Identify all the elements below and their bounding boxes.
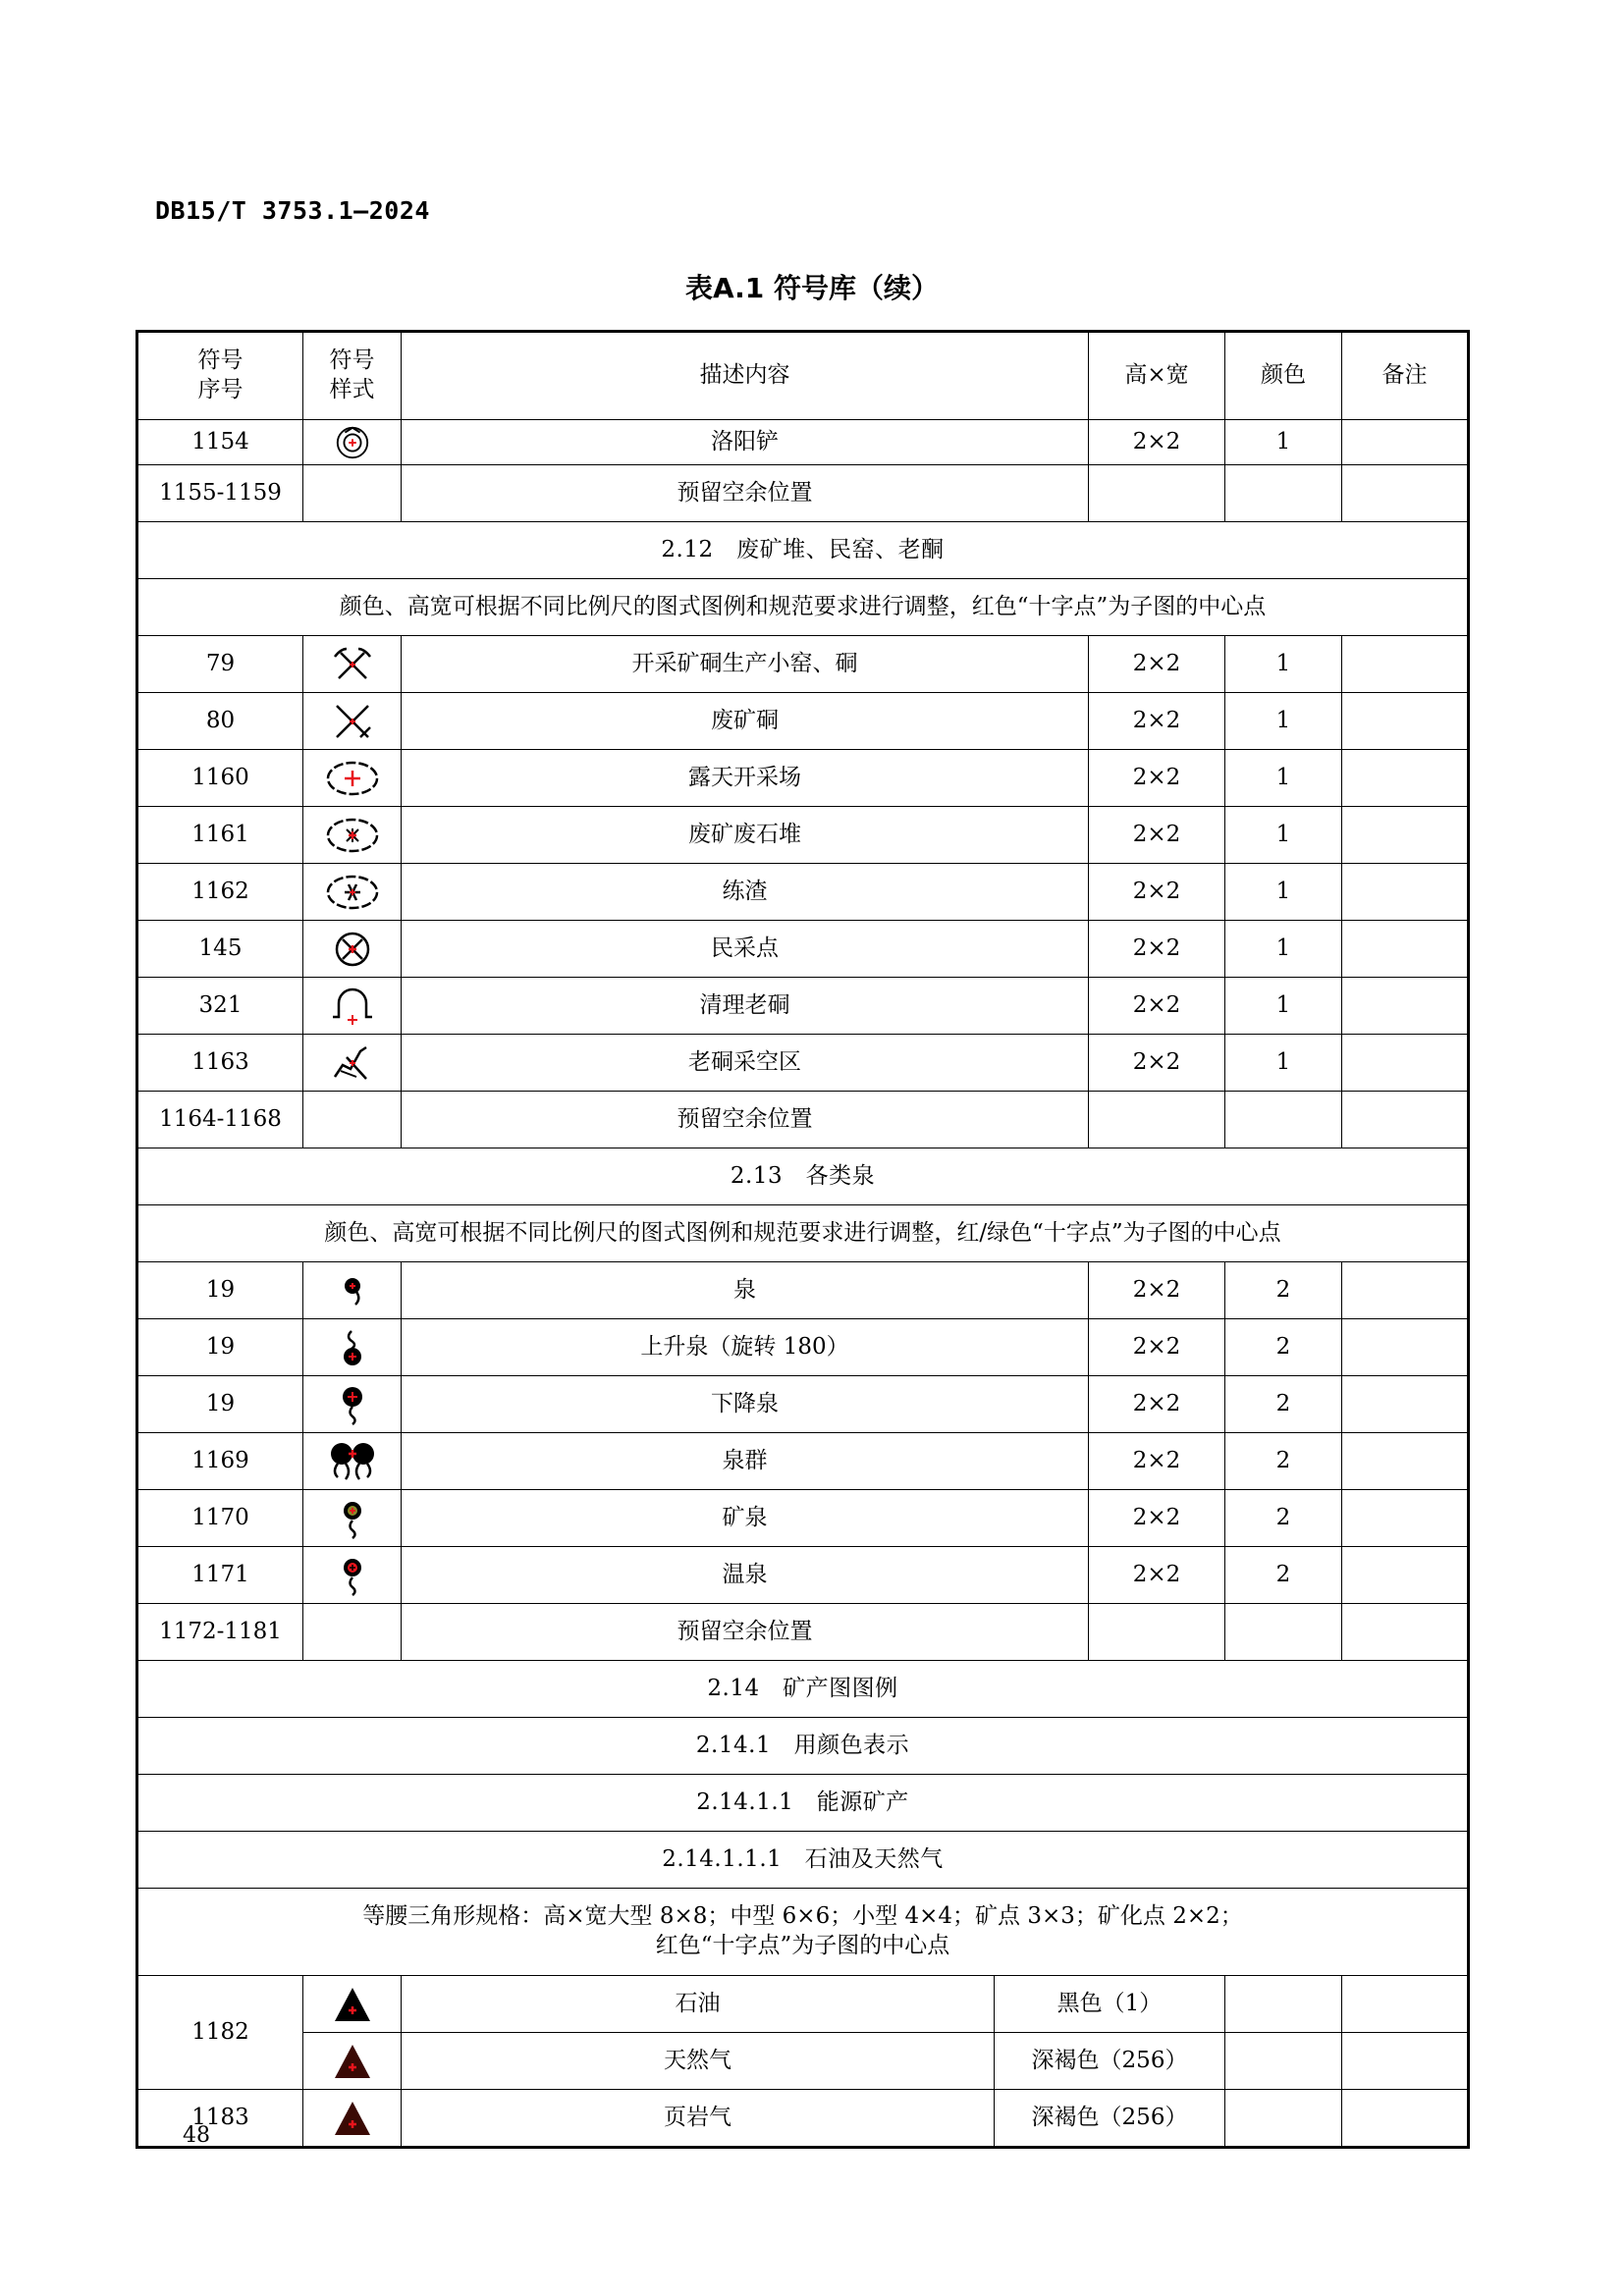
section-title: 2.14 矿产图图例 bbox=[137, 1661, 1469, 1718]
table-row: 1183 页岩气 深褐色（256） bbox=[137, 2090, 1469, 2148]
rising-spring-icon bbox=[338, 1327, 367, 1368]
header-note: 备注 bbox=[1342, 332, 1469, 420]
document-id: DB15/T 3753.1—2024 bbox=[155, 196, 430, 225]
subsection-row bbox=[137, 1832, 1469, 1889]
mineral-spring-icon bbox=[338, 1498, 367, 1539]
subsection-title: 2.14.1.1 能源矿产 bbox=[137, 1775, 1469, 1832]
subsection-title: 2.14.1 用颜色表示 bbox=[137, 1718, 1469, 1775]
section-row bbox=[137, 1148, 1469, 1205]
page-number: 48 bbox=[183, 2123, 210, 2148]
table-row: 19 上升泉（旋转 180） 2×2 2 bbox=[137, 1319, 1469, 1376]
header-style: 符号 样式 bbox=[303, 332, 402, 420]
petroleum-triangle-icon bbox=[333, 1986, 372, 2023]
section-note: 颜色、高宽可根据不同比例尺的图式图例和规范要求进行调整，红色“十字点”为子图的中心点 bbox=[137, 579, 1469, 636]
abandoned-picks-icon bbox=[333, 702, 372, 741]
table-row: 19 下降泉 2×2 2 bbox=[137, 1376, 1469, 1433]
section-note-row bbox=[137, 579, 1469, 636]
natural-gas-triangle-icon bbox=[333, 2043, 372, 2080]
section-note: 等腰三角形规格：高×宽大型 8×8；中型 6×6；小型 4×4；矿点 3×3；矿化点 2×2； 红色“十字点”为子图的中心点 bbox=[137, 1889, 1469, 1976]
hot-spring-icon bbox=[338, 1555, 367, 1596]
subsection-row bbox=[137, 1718, 1469, 1775]
old-tunnel-goaf-icon bbox=[331, 1043, 374, 1083]
table-row: 1163 老硐采空区 2×2 1 bbox=[137, 1035, 1469, 1092]
slag-icon bbox=[325, 873, 380, 912]
symbol-table bbox=[135, 330, 1470, 2149]
table-row: 79 开采矿硐生产小窑、硐 2×2 1 bbox=[137, 636, 1469, 693]
section-note: 颜色、高宽可根据不同比例尺的图式图例和规范要求进行调整，红/绿色“十字点”为子图的中心点 bbox=[137, 1205, 1469, 1262]
table-row: 1172-1181 预留空余位置 bbox=[137, 1604, 1469, 1661]
old-tunnel-clearing-icon bbox=[331, 986, 374, 1027]
section-title: 2.12 废矿堆、民窑、老酮 bbox=[137, 522, 1469, 579]
table-row: 1155-1159 预留空余位置 bbox=[137, 465, 1469, 522]
falling-spring-icon bbox=[338, 1384, 367, 1425]
section-note-row bbox=[137, 1889, 1469, 1976]
table-row: 1170 矿泉 2×2 2 bbox=[137, 1490, 1469, 1547]
crossed-picks-icon bbox=[333, 645, 372, 684]
table-row: 1182 石油 黑色（1） bbox=[137, 1976, 1469, 2033]
table-row: 80 废矿硐 2×2 1 bbox=[137, 693, 1469, 750]
table-row: 1161 废矿废石堆 2×2 1 bbox=[137, 807, 1469, 864]
table-row: 1154 洛阳铲 2×2 1 bbox=[137, 420, 1469, 465]
header-row bbox=[137, 332, 1469, 420]
section-row bbox=[137, 522, 1469, 579]
table-row: 1160 露天开采场 2×2 1 bbox=[137, 750, 1469, 807]
header-size: 高×宽 bbox=[1089, 332, 1225, 420]
luoyang-shovel-icon bbox=[334, 424, 371, 461]
spring-icon bbox=[338, 1271, 367, 1310]
private-mining-icon bbox=[333, 930, 372, 969]
header-desc: 描述内容 bbox=[402, 332, 1089, 420]
section-row bbox=[137, 1661, 1469, 1718]
header-num: 符号 序号 bbox=[137, 332, 303, 420]
spring-group-icon bbox=[328, 1440, 377, 1483]
table-title: 表A.1 符号库（续） bbox=[684, 272, 940, 304]
table-row: 天然气 深褐色（256） bbox=[137, 2033, 1469, 2090]
subsection-row bbox=[137, 1775, 1469, 1832]
waste-dump-icon bbox=[325, 816, 380, 855]
table-row: 1171 温泉 2×2 2 bbox=[137, 1547, 1469, 1604]
open-pit-icon bbox=[325, 759, 380, 798]
table-row: 1169 泉群 2×2 2 bbox=[137, 1433, 1469, 1490]
subsection-title: 2.14.1.1.1 石油及天然气 bbox=[137, 1832, 1469, 1889]
table-row: 145 民采点 2×2 1 bbox=[137, 921, 1469, 978]
table-row: 321 清理老硐 2×2 1 bbox=[137, 978, 1469, 1035]
section-title: 2.13 各类泉 bbox=[137, 1148, 1469, 1205]
table-row: 19 泉 2×2 2 bbox=[137, 1262, 1469, 1319]
section-note-row bbox=[137, 1205, 1469, 1262]
header-color: 颜色 bbox=[1225, 332, 1342, 420]
shale-gas-triangle-icon bbox=[333, 2100, 372, 2137]
table-row: 1162 练渣 2×2 1 bbox=[137, 864, 1469, 921]
table-row: 1164-1168 预留空余位置 bbox=[137, 1092, 1469, 1148]
